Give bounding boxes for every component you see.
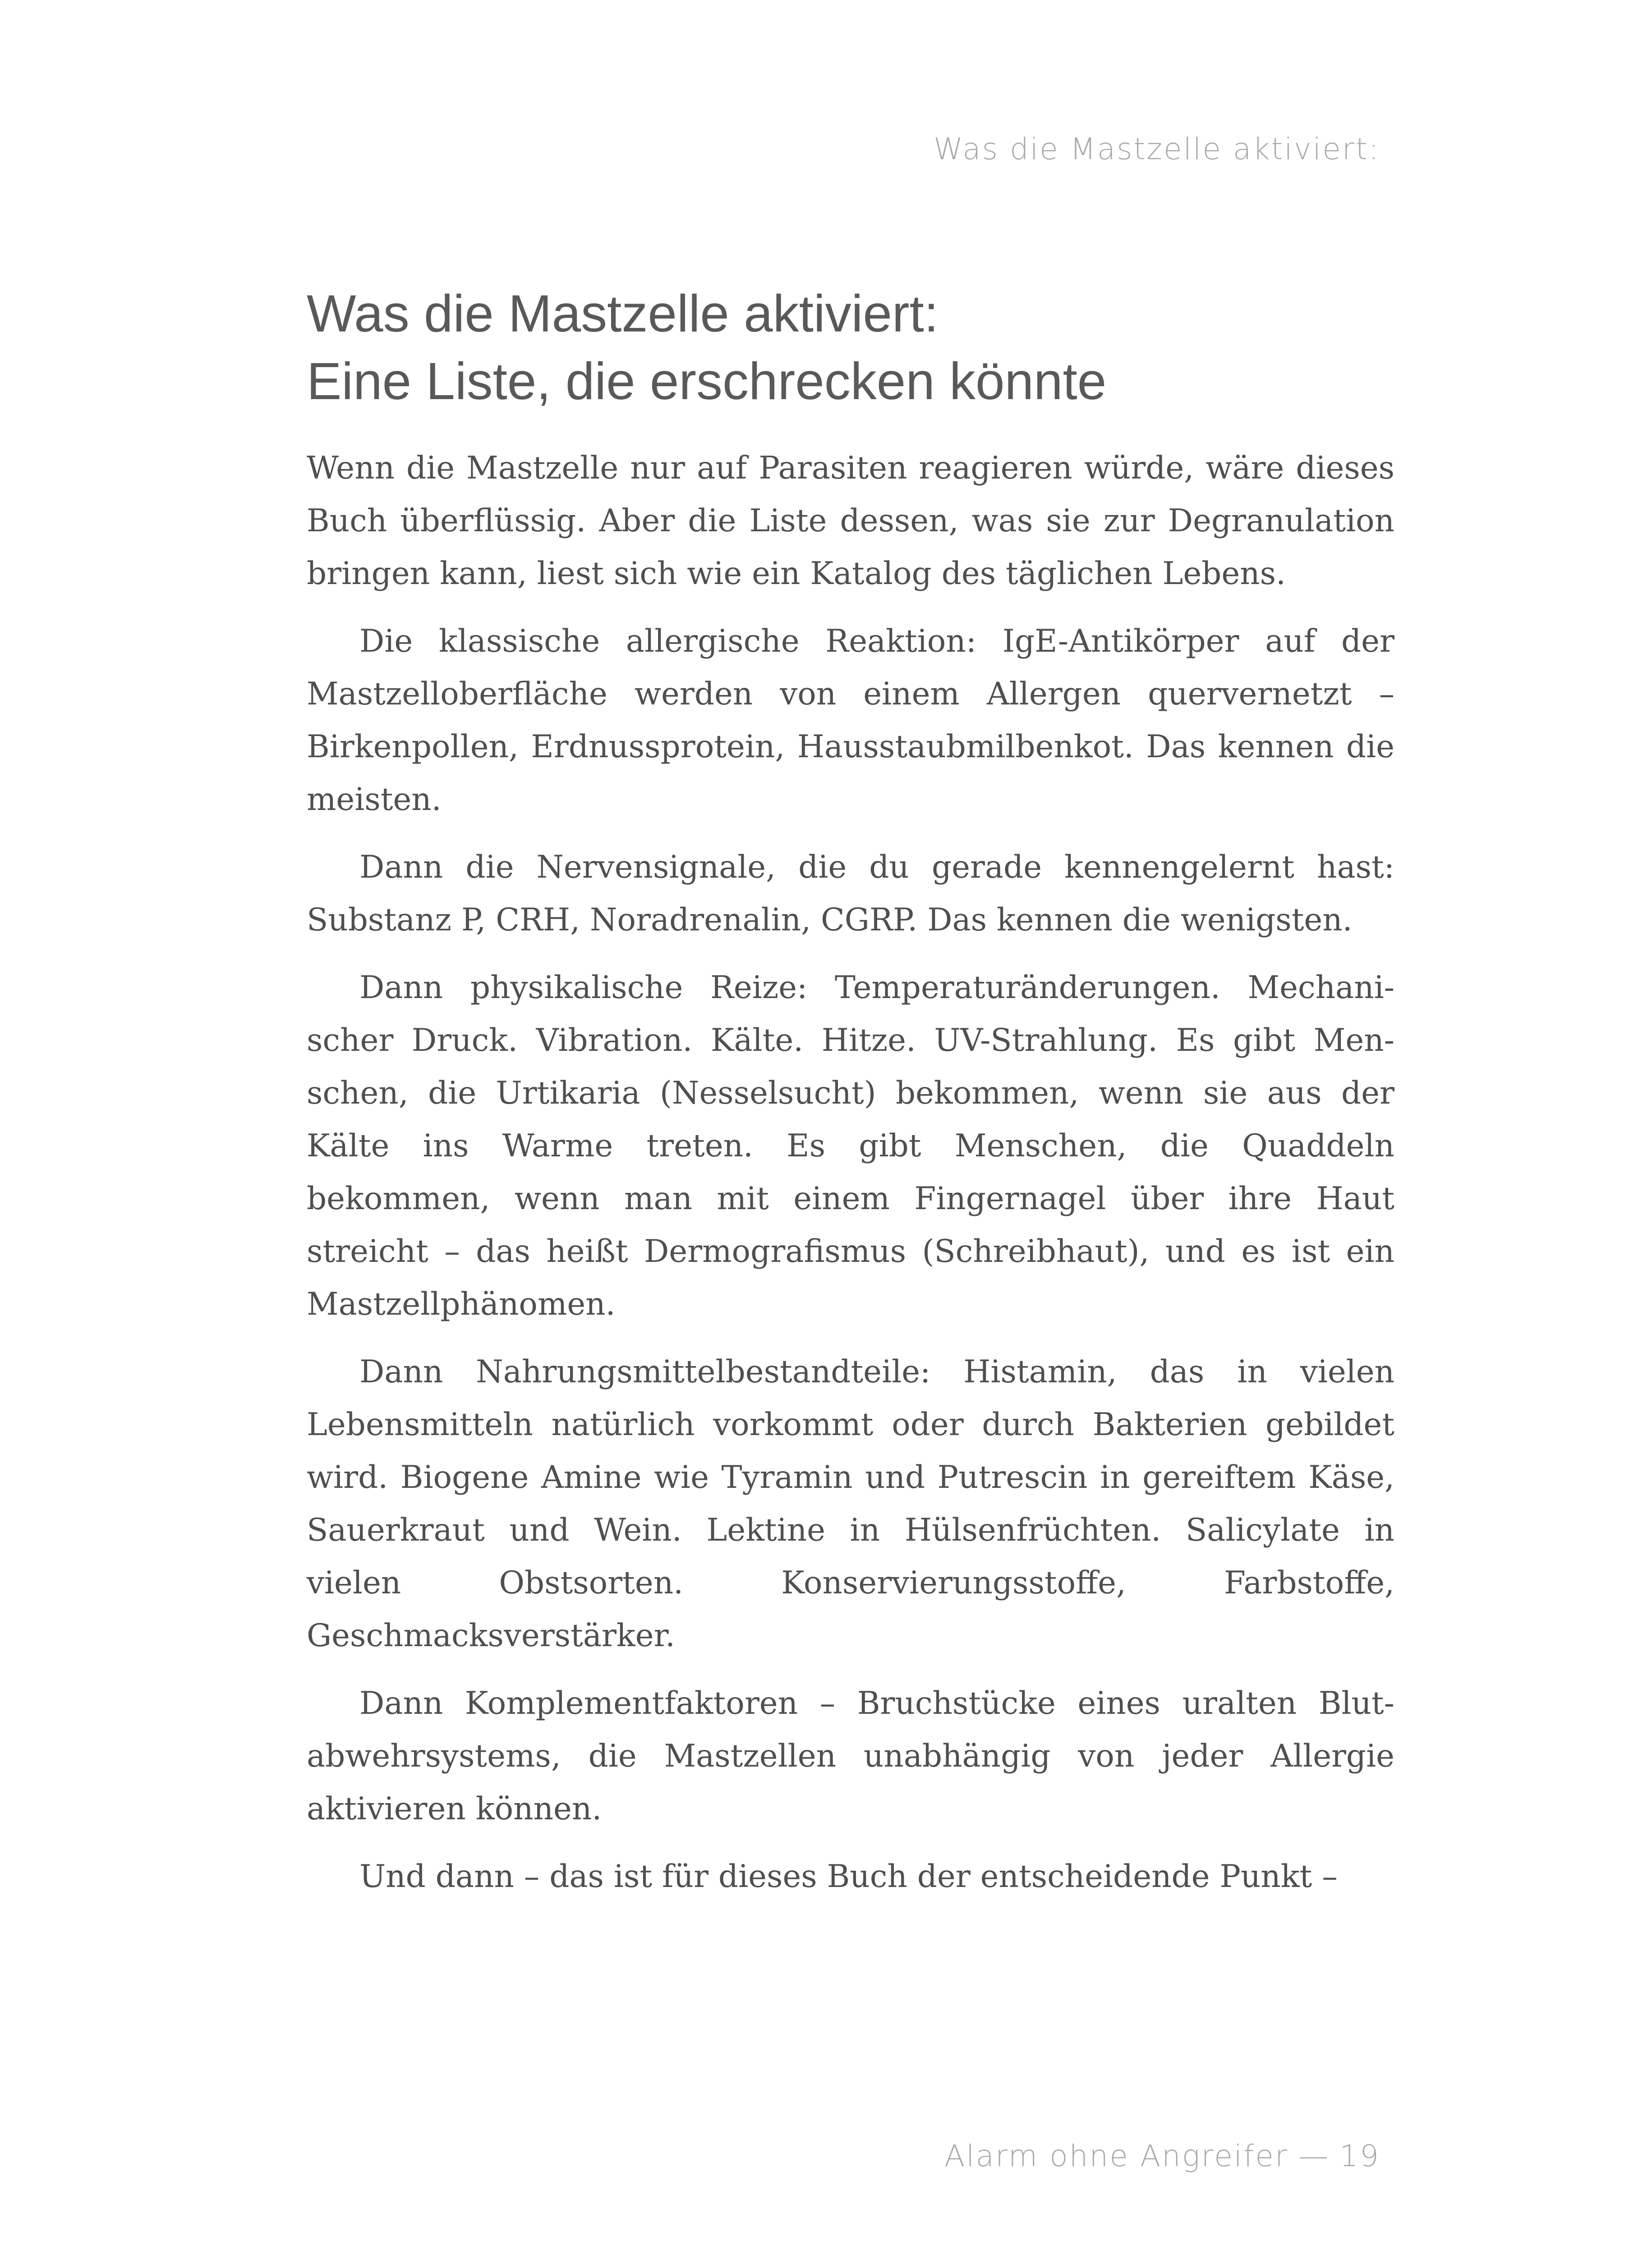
running-footer [944,2139,1380,2173]
paragraph-7: Und dann – das ist für dieses Buch der entscheidende Punkt – [359,1859,1338,1895]
footer-separator: — [1298,2139,1330,2173]
chapter-title-line-2: Eine Liste, die erschrecken könnte [307,352,1107,410]
body-text [307,442,1394,1918]
paragraph-1: Wenn die Mastzelle nur auf Parasiten reagieren würde, wäre dieses Buch überflüssig. Aber die Liste dessen, was sie zur Degranulation bringen kann, liest sich wie ein Katalog des täglichen Lebens. [307,450,1394,592]
footer-book-title: Alarm ohne Angreifer [944,2139,1289,2173]
paragraph-3: Dann die Nervensignale, die du gerade kennengelernt hast: Substanz P, CRH, Noradrenalin, CGRP. Das kennen die wenigsten. [307,849,1394,938]
running-header: Was die Mastzelle aktiviert: [934,132,1380,166]
chapter-title-line-1: Was die Mastzelle aktiviert: [307,284,939,343]
paragraph-4: Dann physikalische Reize: Temperaturänderungen. Mechanischer Druck. Vibration. Kälte. Hitze. UV-Strahlung. Es gibt Menschen, die Urtikaria (Nesselsucht) bekommen, wenn sie aus der Kälte ins Warme treten. Es gibt Menschen, die Quaddeln bekommen, wenn man mit einem Fingernagel über ihre Haut streicht – das heißt Dermografismus (Schreibhaut), und es ist ein Mastzellphänomen. [307,970,1394,1322]
page-number: 19 [1339,2139,1380,2173]
chapter-title [307,280,1398,415]
paragraph-5: Dann Nahrungsmittelbestandteile: Histamin, das in vielen Lebensmitteln natürlich vorkommt oder durch Bakterien gebildet wird. Biogene Amine wie Tyramin und Putrescin in gereiftem Käse, Sauerkraut und Wein. Lektine in Hülsenfrüchten. Salicylate in vielen Obstsorten. Konservierungsstoffe, Farbstoffe, Geschmacksverstärker. [307,1354,1394,1654]
paragraph-6: Dann Komplementfaktoren – Bruchstücke eines uralten Blutabwehrsystems, die Mastzellen unabhängig von jeder Allergie aktivieren können. [307,1685,1394,1827]
paragraph-2: Die klassische allergische Reaktion: IgE-Antikörper auf der Mastzelloberfläche werden von einem Allergen quervernetzt – Birkenpollen, Erdnussprotein, Hausstaubmilbenkot. Das kennen die meisten. [307,623,1394,818]
